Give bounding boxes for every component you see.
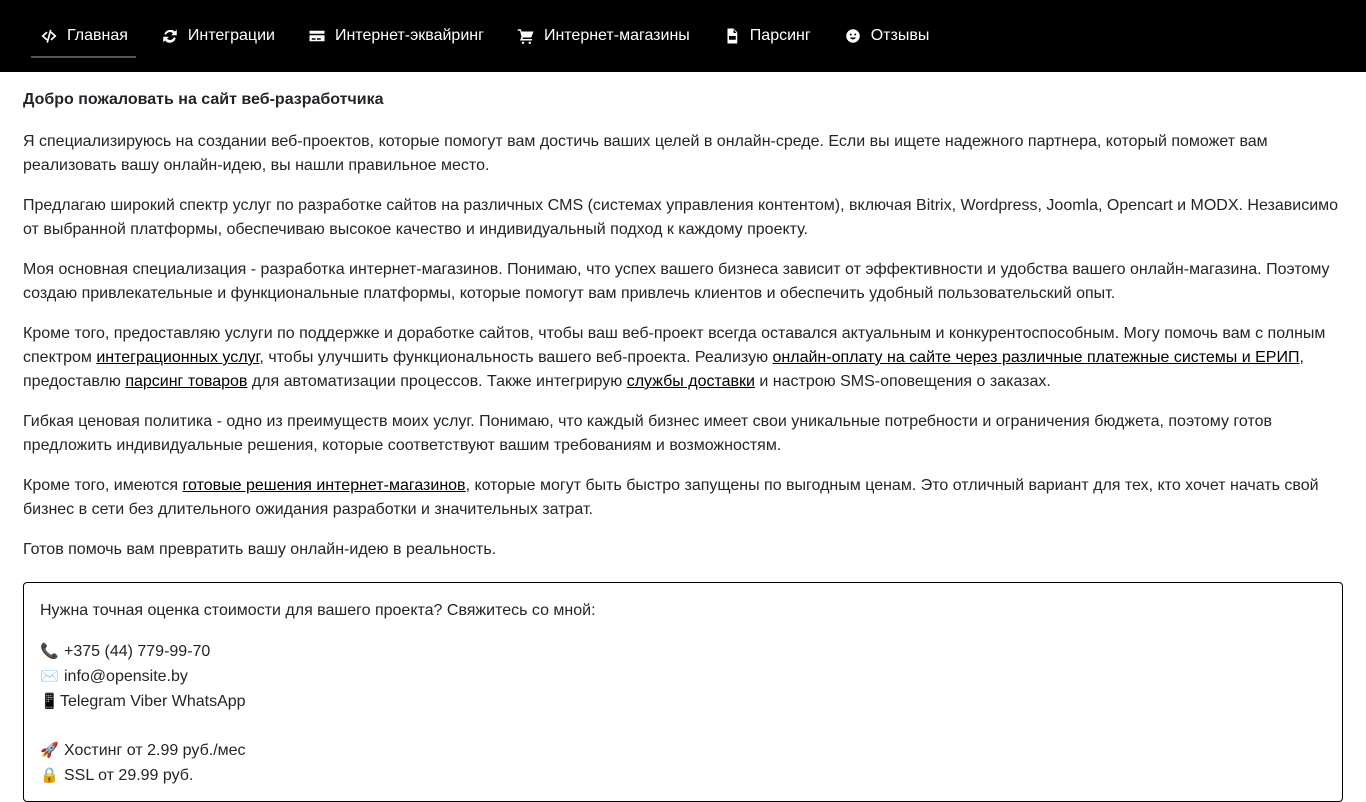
- code-icon: [39, 27, 59, 45]
- ssl-text: SSL от 29.99 руб.: [64, 767, 194, 784]
- main-content: [0, 90, 1366, 802]
- ssl-line: [40, 763, 1326, 788]
- messengers-line: [40, 689, 1326, 714]
- mobile-phone-icon: 📱: [40, 692, 59, 710]
- closing-paragraph: Готов помочь вам превратить вашу онлайн-идею в реальность.: [23, 541, 497, 558]
- nav-label: Главная: [67, 27, 128, 44]
- phone-icon: 📞: [40, 642, 59, 660]
- envelope-icon: ✉️: [40, 667, 59, 685]
- email-address[interactable]: info@opensite.by: [64, 668, 188, 685]
- nav-item-reviews[interactable]: [835, 16, 938, 56]
- hosting-line: [40, 738, 1326, 763]
- parsing-link[interactable]: парсинг товаров: [125, 373, 248, 390]
- nav-item-integrations[interactable]: [152, 16, 283, 56]
- contact-box: [23, 582, 1343, 802]
- sync-icon: [160, 27, 180, 45]
- delivery-link[interactable]: службы доставки: [626, 373, 755, 390]
- nav-label: Отзывы: [870, 27, 930, 44]
- nav-item-home[interactable]: [31, 16, 136, 56]
- nav-label: Интеграции: [187, 27, 275, 44]
- nav-item-shops[interactable]: [508, 16, 698, 56]
- phone-number[interactable]: +375 (44) 779-99-70: [64, 643, 211, 660]
- contact-intro: Нужна точная оценка стоимости для вашего проекта? Свяжитесь со мной:: [40, 602, 596, 619]
- rocket-icon: 🚀: [40, 741, 59, 759]
- top-navigation: [0, 0, 1366, 72]
- hosting-text: Хостинг от 2.99 руб./мес: [64, 742, 246, 759]
- ready-solutions-paragraph: Кроме того, имеются готовые решения интернет-магазинов, которые могут быть быстро запущены по выгодным ценам. Это отличный вариант для тех, кто хочет начать свой бизнес в сети без длительного ожидания разработки и значительных затрат.: [23, 477, 1319, 518]
- credit-card-icon: [307, 27, 327, 45]
- nav-item-acquiring[interactable]: [299, 16, 492, 56]
- spacer: [40, 714, 1326, 738]
- cms-paragraph: Предлагаю широкий спектр услуг по разработке сайтов на различных CMS (системах управления контентом), включая Bitrix, Wordpress, Joomla, Opencart и MODX. Независимо от выбранной платформы, обеспечиваю высокое качество и индивидуальный подход к каждому проекту.: [23, 197, 1339, 238]
- nav-label: Интернет-эквайринг: [334, 27, 484, 44]
- integrations-link[interactable]: интеграционных услуг: [96, 349, 260, 366]
- lock-icon: 🔒: [40, 766, 59, 784]
- csv-file-icon: [722, 27, 742, 45]
- email-line: [40, 664, 1326, 689]
- page-title: Добро пожаловать на сайт веб-разработчика: [23, 91, 384, 108]
- nav-item-parsing[interactable]: [714, 16, 819, 56]
- ecommerce-paragraph: Моя основная специализация - разработка интернет-магазинов. Понимаю, что успех вашего бизнеса зависит от эффективности и удобства вашего онлайн-магазина. Поэтому создаю привлекательные и функциональные платформы, которые помогут вам привлечь клиентов и обеспечить удобный пользовательский опыт.: [23, 261, 1330, 302]
- services-paragraph: Кроме того, предоставляю услуги по поддержке и доработке сайтов, чтобы ваш веб-проект всегда оставался актуальным и конкурентоспособным. Могу помочь вам с полным спектром интеграционных услуг, чтобы улучшить функциональность вашего веб-проекта. Реализую онлайн-оплату на сайте через различные платежные системы и ЕРИП, предоставлю парсинг товаров для автоматизации процессов. Также интегрирую службы доставки и настрою SMS-оповещения о заказах.: [23, 325, 1326, 390]
- messengers-text: Telegram Viber WhatsApp: [60, 693, 246, 710]
- smile-icon: [843, 27, 863, 45]
- phone-line: [40, 639, 1326, 664]
- ready-solutions-link[interactable]: готовые решения интернет-магазинов: [182, 477, 466, 494]
- shopping-cart-icon: [516, 27, 536, 45]
- nav-label: Интернет-магазины: [543, 27, 690, 44]
- intro-paragraph: Я специализируюсь на создании веб-проектов, которые помогут вам достичь ваших целей в онлайн-среде. Если вы ищете надежного партнера, который поможет вам реализовать вашу онлайн-идею, вы нашли правильное место.: [23, 133, 1268, 174]
- nav-label: Парсинг: [749, 27, 811, 44]
- pricing-paragraph: Гибкая ценовая политика - одно из преимуществ моих услуг. Понимаю, что каждый бизнес имеет свои уникальные потребности и ограничения бюджета, поэтому готов предложить индивидуальные решения, которые соответствуют вашим требованиям и возможностям.: [23, 413, 1272, 454]
- online-payment-link[interactable]: онлайн-оплату на сайте через различные платежные системы и ЕРИП: [772, 349, 1300, 366]
